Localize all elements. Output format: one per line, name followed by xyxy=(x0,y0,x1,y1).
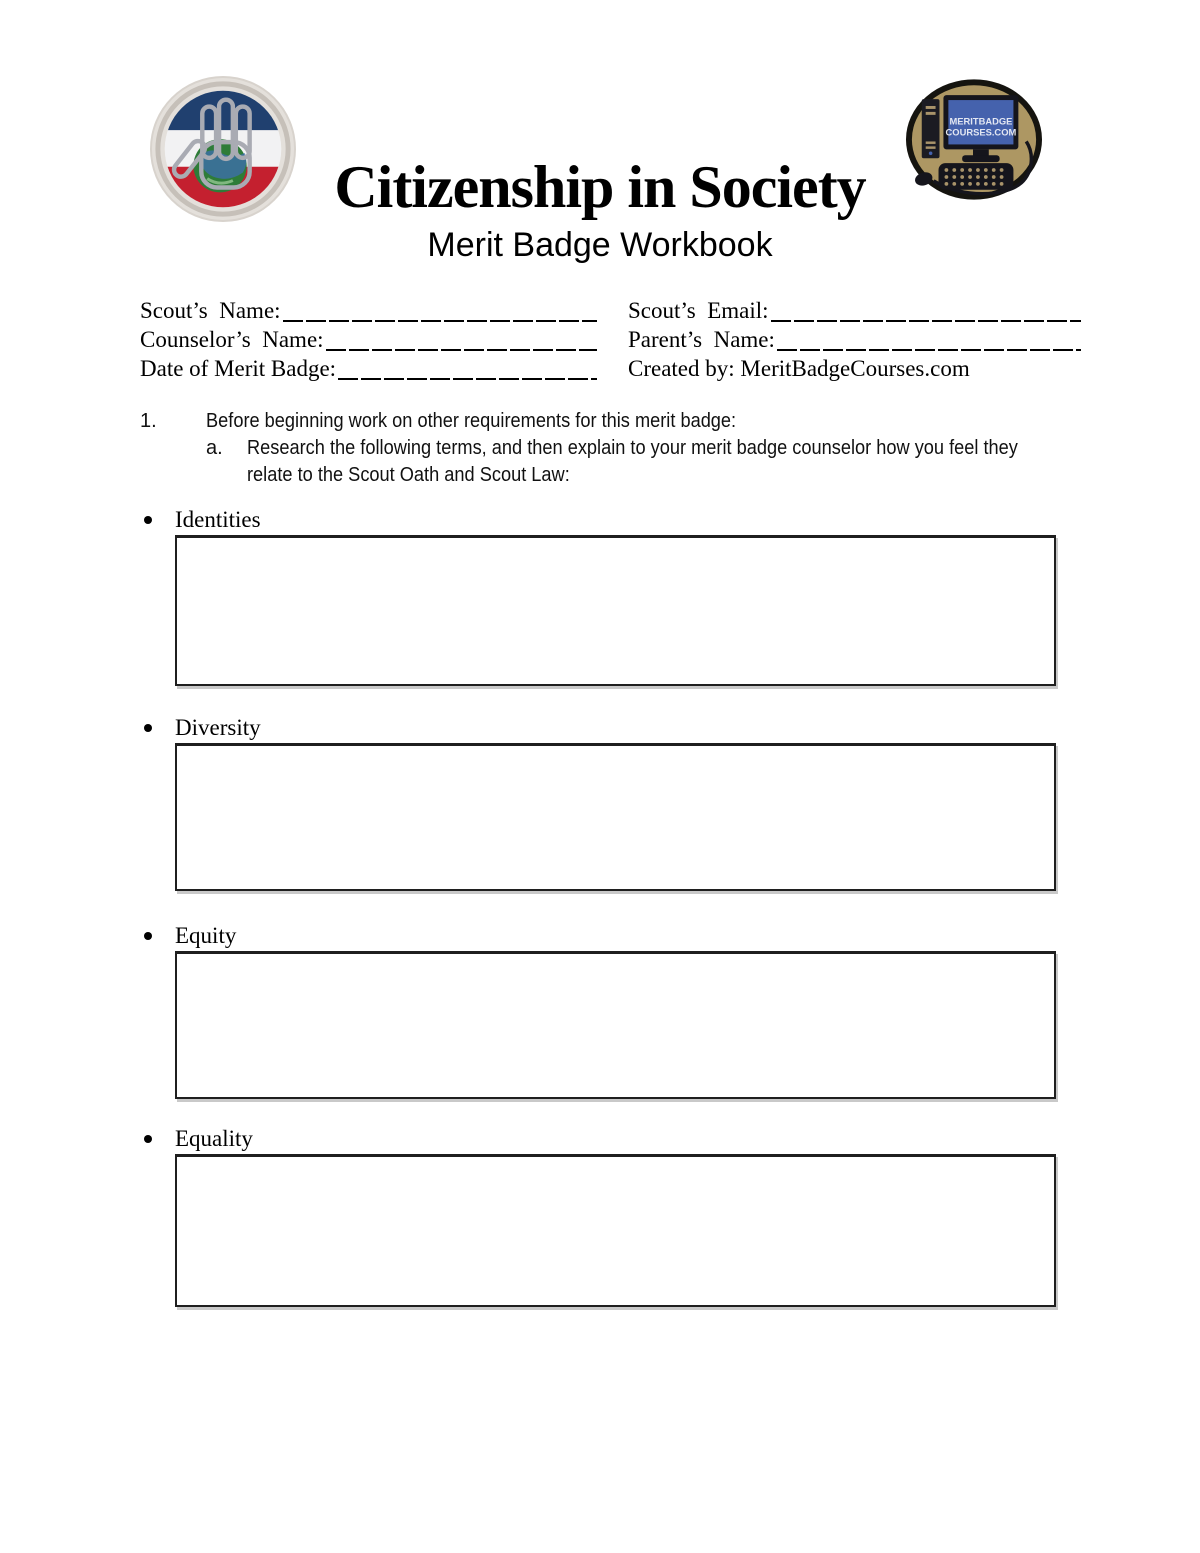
bullet-dot-icon xyxy=(144,516,152,524)
merit-badge-date-input-line[interactable] xyxy=(336,354,597,383)
term-label-equality: Equality xyxy=(175,1125,253,1151)
requirement-1-block xyxy=(140,408,1100,489)
meritbadgecourses-patch xyxy=(905,77,1043,202)
page-subtitle: Merit Badge Workbook xyxy=(427,226,773,264)
form-row-3 xyxy=(140,354,1081,383)
term-label-row xyxy=(140,714,1060,741)
bullet-dot-icon xyxy=(144,932,152,940)
term-section-diversity xyxy=(140,714,1060,891)
requirement-sub-text: Research the following terms, and then explain to your merit badge counselor how you feel they relate to the Scout Oath and Scout Law: xyxy=(247,437,1018,486)
bullet-dot-icon xyxy=(144,724,152,732)
term-section-identities xyxy=(140,506,1060,686)
counselor-name-label: Counselor’s Name: xyxy=(140,327,324,352)
requirement-intro-text: Before beginning work on other requirements for this merit badge: xyxy=(206,410,737,432)
form-row-1 xyxy=(140,296,1081,325)
parent-name-label: Parent’s Name: xyxy=(628,327,775,352)
parent-name-input-line[interactable] xyxy=(775,325,1081,354)
diversity-answer-box[interactable] xyxy=(175,743,1056,891)
equality-answer-box[interactable] xyxy=(175,1154,1056,1307)
patch-screen-line2: COURSES.COM xyxy=(945,127,1017,138)
term-label-row xyxy=(140,506,1060,533)
requirement-1a-row xyxy=(206,435,1100,489)
created-by-credit: Created by: MeritBadgeCourses.com xyxy=(628,356,970,381)
term-section-equality xyxy=(140,1125,1060,1307)
term-section-equity xyxy=(140,922,1060,1099)
merit-badge-date-label: Date of Merit Badge: xyxy=(140,356,337,381)
bullet-dot-icon xyxy=(144,1135,152,1143)
term-label-diversity: Diversity xyxy=(175,714,261,740)
requirement-1-intro-row xyxy=(140,408,1100,435)
patch-screen-line1: MERITBADGE xyxy=(949,116,1013,127)
term-label-row xyxy=(140,1125,1060,1152)
scout-email-label: Scout’s Email: xyxy=(628,298,769,323)
scout-name-label: Scout’s Name: xyxy=(140,298,281,323)
form-row-2 xyxy=(140,325,1081,354)
counselor-name-input-line[interactable] xyxy=(324,325,597,354)
computer-patch-icon xyxy=(905,77,1043,202)
identities-answer-box[interactable] xyxy=(175,535,1056,686)
scout-name-input-line[interactable] xyxy=(281,296,597,325)
term-label-identities: Identities xyxy=(175,506,261,532)
term-label-equity: Equity xyxy=(175,922,237,948)
requirement-number: 1. xyxy=(140,410,157,432)
requirement-sub-letter: a. xyxy=(206,437,223,459)
equity-answer-box[interactable] xyxy=(175,951,1056,1099)
page-title: Citizenship in Society xyxy=(334,154,866,220)
scout-info-form xyxy=(140,296,1081,383)
scout-email-input-line[interactable] xyxy=(769,296,1081,325)
term-label-row xyxy=(140,922,1060,949)
